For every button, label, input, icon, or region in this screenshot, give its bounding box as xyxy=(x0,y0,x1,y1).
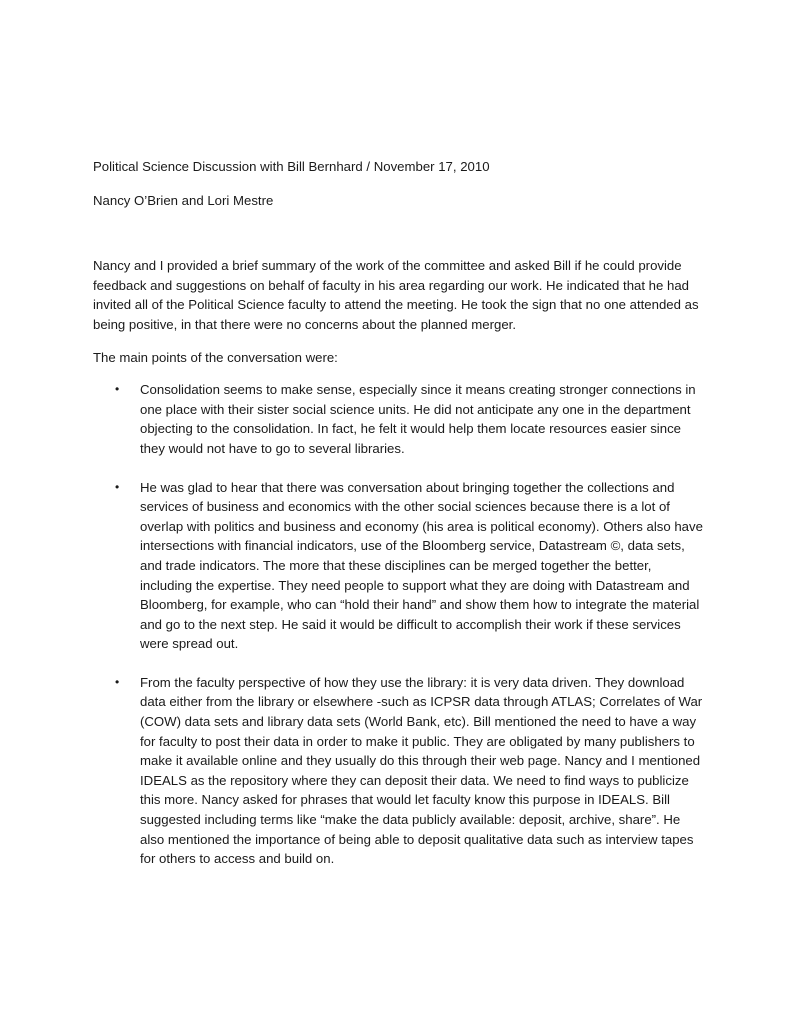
list-item xyxy=(93,673,703,869)
list-item-text: From the faculty perspective of how they use the library: it is very data driven. They download data either from the library or elsewhere -such as ICPSR data through ATLAS; Correlates of War (COW) data sets and library data sets (World Bank, etc). Bill mentioned the need to have a way for faculty to post their data in order to make it public. They are obligated by many publishers to make it available online and they usually do this through their web page. Nancy and I mentioned IDEALS as the repository where they can deposit their data. We need to find ways to publicize this more. Nancy asked for phrases that would let faculty know this purpose in IDEALS. Bill suggested including terms like “make the data publicly available: deposit, archive, share”. He also mentioned the importance of being able to deposit qualitative data such as interview tapes for others to access and build on. xyxy=(140,674,703,867)
list-item xyxy=(93,380,703,458)
list-item xyxy=(93,478,703,654)
intro-paragraph: Nancy and I provided a brief summary of the work of the committee and asked Bill if he could provide feedback and suggestions on behalf of faculty in his area regarding our work. He indicated that he had invited all of the Political Science faculty to attend the meeting. He took the sign that no one attended as being positive, in that there were no concerns about the planned merger. xyxy=(93,258,699,332)
main-points-list xyxy=(93,380,703,869)
bullet-icon: • xyxy=(115,479,120,494)
bullet-icon: • xyxy=(115,674,120,689)
bullet-icon: • xyxy=(115,382,120,397)
document-title: Political Science Discussion with Bill Bernhard / November 17, 2010 xyxy=(93,159,490,174)
points-lead-in: The main points of the conversation were: xyxy=(93,349,338,365)
list-item-text: He was glad to hear that there was conversation about bringing together the collections and services of business and economics with the other social sciences because there is a lot of overlap with politics and business and economy (his area is political economy). Others also have intersections with financial indicators, use of the Bloomberg service, Datastream ©, data sets, and trade indicators. The more that these disciplines can be merged together the better, including the expertise. They need people to support what they are doing with Datastream and Bloomberg, for example, who can “hold their hand” and show them how to integrate the material and go to the next step. He said it would be difficult to accomplish their work if these services were spread out. xyxy=(140,479,703,652)
document-body xyxy=(93,157,703,888)
document-authors: Nancy O’Brien and Lori Mestre xyxy=(93,192,274,208)
list-item-text: Consolidation seems to make sense, especially since it means creating stronger connections in one place with their sister social science units. He did not anticipate any one in the department objecting to the consolidation. In fact, he felt it would help them locate resources easier since they would not have to go to several libraries. xyxy=(140,382,696,456)
